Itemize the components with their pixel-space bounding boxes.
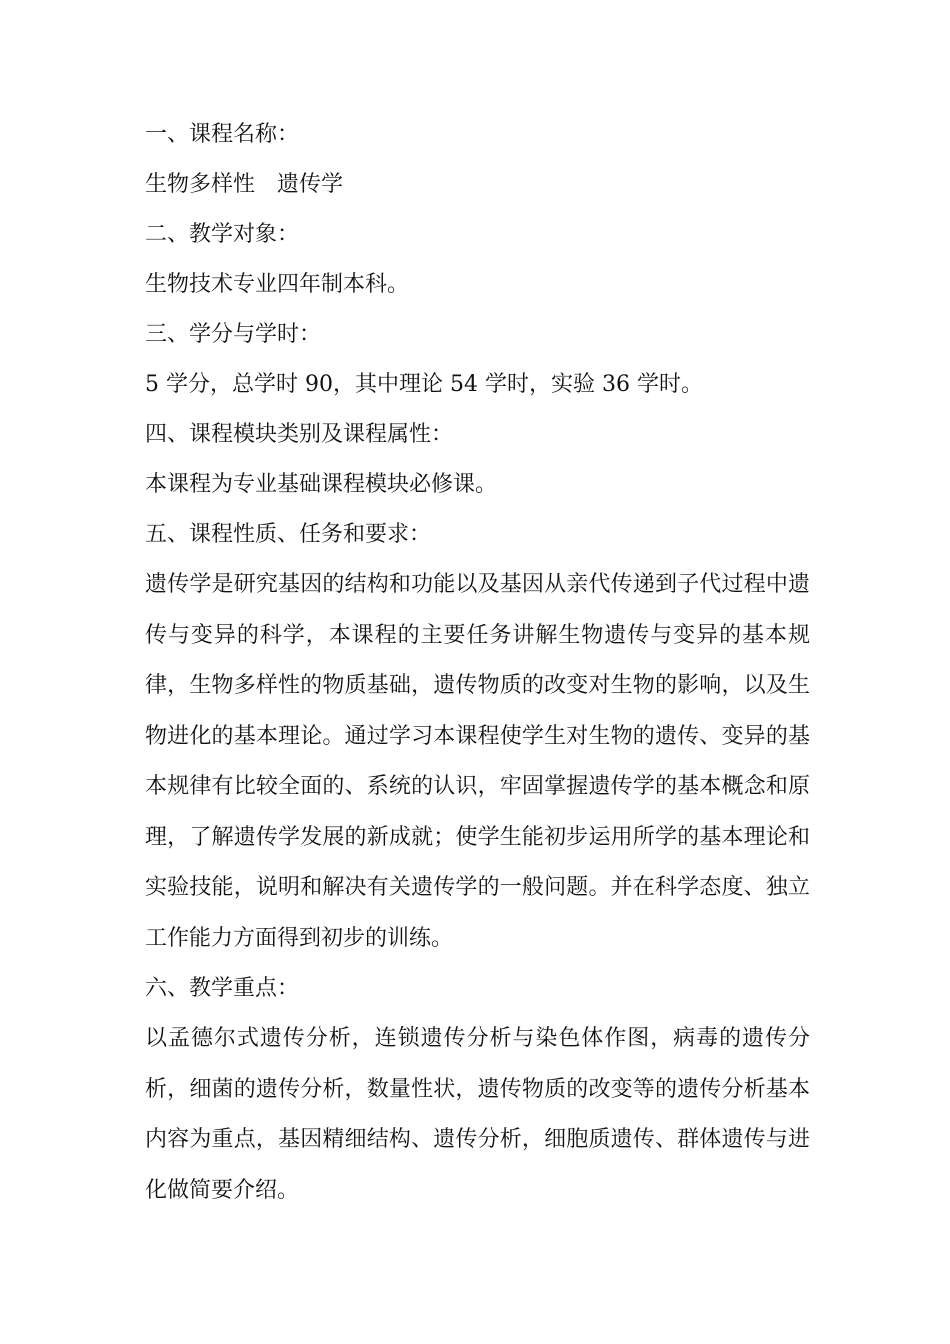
course-nature-paragraph: 遗传学是研究基因的结构和功能以及基因从亲代传递到子代过程中遗传与变异的科学，本课程的主要任务讲解生物遗传与变异的基本规律，生物多样性的物质基础，遗传物质的改变对生物的影响，以及生物进化的基本理论。通过学习本课程使学生对生物的遗传、变异的基本规律有比较全面的、系统的认识，牢固掌握遗传学的基本概念和原理，了解遗传学发展的新成就；使学生能初步运用所学的基本理论和实验技能，说明和解决有关遗传学的一般问题。并在科学态度、独立工作能力方面得到初步的训练。 [145, 572, 810, 951]
section-heading-teaching-target: 二、教学对象： [145, 222, 300, 247]
section-heading-course-nature: 五、课程性质、任务和要求： [145, 522, 432, 547]
section-heading-credits-hours: 三、学分与学时： [145, 322, 322, 347]
document-body [145, 110, 810, 1216]
section-heading-teaching-focus: 六、教学重点： [145, 976, 300, 1001]
module-category-text: 本课程为专业基础课程模块必修课。 [145, 472, 498, 497]
section-heading-course-name: 一、课程名称： [145, 122, 300, 147]
teaching-focus-paragraph: 以孟德尔式遗传分析，连锁遗传分析与染色体作图，病毒的遗传分析，细菌的遗传分析，数量性状，遗传物质的改变等的遗传分析基本内容为重点，基因精细结构、遗传分析，细胞质遗传、群体遗传与进化做简要介绍。 [145, 1026, 810, 1203]
credits-hours-text: 5 学分，总学时 90，其中理论 54 学时，实验 36 学时。 [145, 372, 703, 397]
section-heading-module-category: 四、课程模块类别及课程属性： [145, 422, 454, 447]
course-name-text: 生物多样性 遗传学 [145, 172, 344, 197]
teaching-target-text: 生物技术专业四年制本科。 [145, 272, 410, 297]
